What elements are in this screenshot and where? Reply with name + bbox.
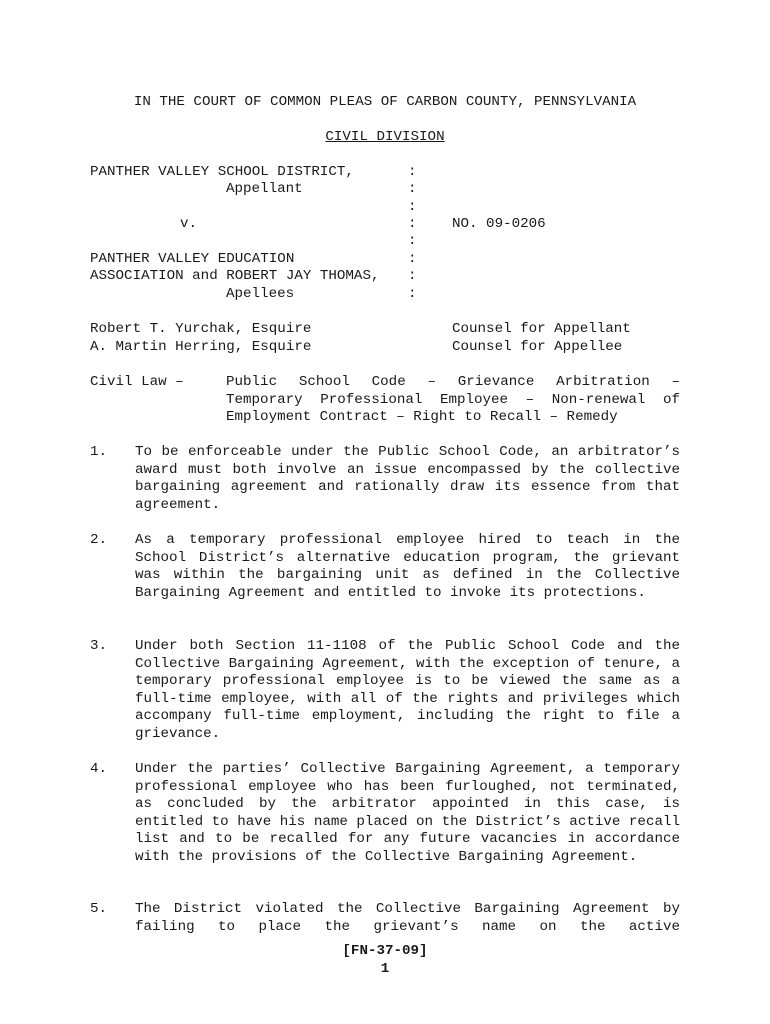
- point-number: 2.: [90, 532, 108, 548]
- point-text: As a temporary professional employee hired to teach in the School District’s alternative education program, the grievant was within the bargaining unit as defined in the Collective Bargaining Agreement and entitled to invoke its protections.: [135, 532, 680, 601]
- caption-separator: :: [408, 251, 417, 267]
- case-number: NO. 09-0206: [452, 216, 546, 232]
- caption-separator: :: [408, 216, 417, 232]
- caption-separator: :: [408, 233, 417, 249]
- caption-separator: :: [408, 268, 417, 284]
- caption-separator: :: [408, 199, 417, 215]
- point-number: 3.: [90, 638, 108, 654]
- counsel-role: Counsel for Appellant: [452, 321, 631, 337]
- headnote-label: Civil Law –: [90, 374, 184, 390]
- point-text: Under both Section 11-1108 of the Public School Code and the Collective Bargaining Agreement, with the exception of tenure, a temporary professional employee is to be viewed the same as a full-time employee, with all of the rights and privileges which accompany full-time employment, including the right to file a grievance.: [135, 638, 680, 742]
- appellee-name-line-1: PANTHER VALLEY EDUCATION: [90, 251, 295, 267]
- counsel-role: Counsel for Appellee: [452, 339, 623, 355]
- headnote-text: Public School Code – Grievance Arbitration – Temporary Professional Employee – Non-renewal of Employment Contract – Right to Recall – Remedy: [226, 374, 680, 425]
- point-number: 1.: [90, 444, 108, 460]
- footer-code: [FN-37-09]: [342, 943, 428, 959]
- appellant-name: PANTHER VALLEY SCHOOL DISTRICT,: [90, 164, 354, 180]
- counsel-name: Robert T. Yurchak, Esquire: [90, 321, 312, 337]
- appellant-role: Appellant: [226, 181, 303, 197]
- page-number: 1: [380, 961, 390, 977]
- caption-separator: :: [408, 286, 417, 302]
- caption-separator: :: [408, 181, 417, 197]
- division-title: CIVIL DIVISION: [325, 129, 445, 145]
- point-number: 5.: [90, 901, 108, 917]
- appellee-role: Apellees: [226, 286, 295, 302]
- point-text: To be enforceable under the Public School Code, an arbitrator’s award must both involve an issue encompassed by the collective bargaining agreement and rationally draw its essence from that agreement.: [135, 444, 680, 513]
- caption-separator: :: [408, 164, 417, 180]
- appellee-name-line-2: ASSOCIATION and ROBERT JAY THOMAS,: [90, 268, 380, 284]
- point-text: Under the parties’ Collective Bargaining Agreement, a temporary professional employee who has been furloughed, not terminated, as concluded by the arbitrator appointed in this case, is entitled to have his name placed on the District’s active recall list and to be recalled for any future vacancies in accordance with the provisions of the Collective Bargaining Agreement.: [135, 761, 680, 865]
- court-title: IN THE COURT OF COMMON PLEAS OF CARBON COUNTY, PENNSYLVANIA: [133, 94, 637, 110]
- counsel-name: A. Martin Herring, Esquire: [90, 339, 312, 355]
- versus-label: v.: [180, 216, 198, 232]
- point-number: 4.: [90, 761, 108, 777]
- point-text: The District violated the Collective Bargaining Agreement by failing to place the grievant’s name on the active: [135, 901, 680, 935]
